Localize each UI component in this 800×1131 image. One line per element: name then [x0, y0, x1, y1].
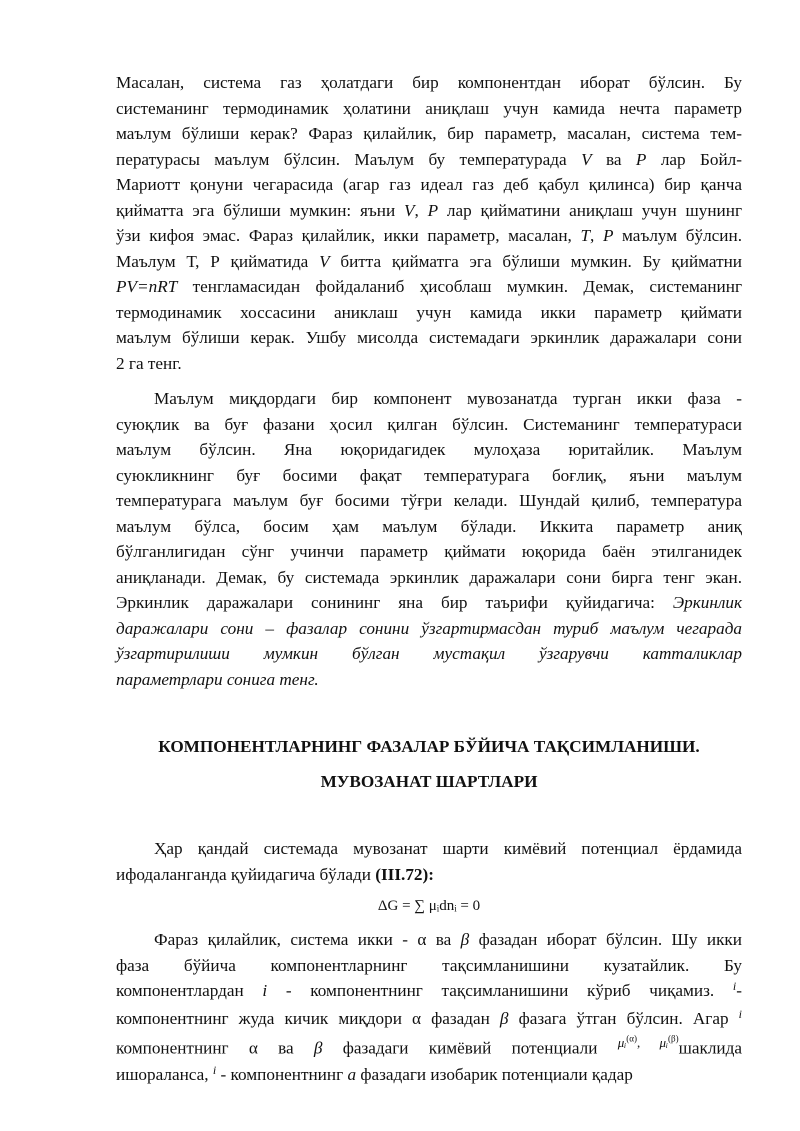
- para2-line: ўзгартирилиши мумкин бўлган мустақил ўзгарувчи катталиклар: [116, 644, 742, 663]
- para1-line: Маълум Т, Р қийматида V битта қийматга эга бўлиши мумкин. Бу қийматни: [116, 251, 742, 271]
- para1-line: 2 га тенг.: [116, 353, 182, 373]
- section-heading-line1: КОМПОНЕНТЛАРНИНГ ФАЗАЛАР БЎЙИЧА ТАҚСИМЛАНИШИ.: [158, 737, 700, 756]
- paragraph-3-line: Ҳар қандай системада мувозанат шарти кимёвий потенциал ёрдамида: [154, 839, 742, 858]
- para2-line: бўлганлигидан сўнг учинчи параметр қиймати юқорида баён этилганидек: [116, 542, 742, 561]
- para2-line: температурага маълум буғ босими тўғри келади. Шундай қилиб, температура: [116, 491, 742, 510]
- para1-line: ўзи кифоя эмас. Фараз қилайлик, икки параметр, масалан, T, P маълум бўлсин.: [116, 226, 742, 245]
- para1-line: Масалан, система газ ҳолатдаги бир компонентдан иборат бўлсин. Бу: [116, 73, 742, 92]
- para2-line: даражалари сони – фазалар сонини ўзгартирмасдан туриб маълум чегарада: [116, 618, 742, 638]
- document-page: [116, 70, 742, 1089]
- paragraph-4-line: ишораланса, $^i$ - компонентнинг а фазадаги изобарик потенциали қадар: [116, 1062, 633, 1084]
- equation-reference: (III.72):: [375, 864, 434, 884]
- para1-line: системанинг термодинамик ҳолатини аниқлаш учун камида нечта параметр: [116, 98, 742, 118]
- para2-line: аниқланади. Демак, бу системада эркинлик даражалари сони бирга тенг экан.: [116, 567, 742, 587]
- paragraph-2: [116, 386, 742, 692]
- paragraph-4-line: Фараз қилайлик, система икки - α ва β фазадан иборат бўлсин. Шу икки: [154, 930, 742, 949]
- para1-line: термодинамик хоссасини аниклаш учун камида икки параметр қиймати: [116, 302, 742, 322]
- para1-line: маълум бўлиши керак? Фараз қилайлик, бир параметр, масалан, система тем-: [116, 124, 742, 143]
- paragraph-3: [116, 836, 742, 887]
- paragraph-4-line: компонентнинг жуда кичик миқдори α фазадан β фазага ўтган бўлсин. Агар $^i$: [116, 1006, 742, 1028]
- paragraph-4-line: компонентнинг α ва β фазадаги кимёвий потенциали $^{\mu ᵢ^{(\alpha)}, \mu ᵢ^{(\beta)}}$шаклида: [116, 1034, 742, 1058]
- para2-line: маълум бўлсин. Яна юқоридагидек мулоҳаза юритайлик. Маълум: [116, 440, 742, 459]
- section-heading-line2: МУВОЗАНАТ ШАРТЛАРИ: [320, 772, 538, 791]
- paragraph-1: [116, 70, 742, 376]
- para2-line: суюқлик ва буғ фазани ҳосил қилган бўлсин. Системанинг температураси: [116, 414, 742, 434]
- paragraph-4-line: компонентлардан i - компонентнинг тақсимланишини кўриб чиқамиз. $^i$-: [116, 979, 742, 1000]
- equation: ΔG = ∑ μᵢdnᵢ = 0: [377, 898, 481, 914]
- para2-line: маълум бўлса, босим ҳам маълум бўлади. Иккита параметр аниқ: [116, 516, 742, 536]
- para1-line: маълум бўлиши керак. Ушбу мисолда системадаги эркинлик даражалари сони: [116, 328, 742, 347]
- paragraph-3-line: ифодаланганда қуйидагича бўлади (III.72):: [116, 864, 434, 884]
- para2-line: параметрлари сонига тенг.: [116, 669, 319, 689]
- para1-line: PV=nRT тенгламасидан фойдаланиб ҳисоблаш мумкин. Демак, системанинг: [116, 277, 742, 296]
- para1-line: қийматта эга бўлиши мумкин: яъни V, P лар қийматини аниқлаш учун шунинг: [116, 200, 743, 220]
- para2-line: Эркинлик даражалари сонининг яна бир таърифи қуйидагича: Эркинлик: [116, 593, 742, 612]
- paragraph-4-line: фаза бўйича компонентларнинг тақсимланишини кузатайлик. Бу: [116, 955, 742, 975]
- para1-line: пературасы маълум бўлсин. Маълум бу температурада V ва P лар Бойл-: [116, 149, 742, 169]
- chemical-potential-symbols: μᵢ(α), μᵢ(β): [617, 1034, 679, 1051]
- para2-line: Маълум миқдордаги бир компонент мувозанатда турган икки фаза -: [154, 389, 742, 408]
- paragraph-4: [116, 927, 742, 1089]
- para1-line: Мариотт қонуни чегарасида (агар газ идеал газ деб қабул қилинса) бир қанча: [116, 175, 742, 194]
- para2-line: суюкликнинг буғ босими фақат температурага боғлиқ, яъни маълум: [116, 465, 742, 485]
